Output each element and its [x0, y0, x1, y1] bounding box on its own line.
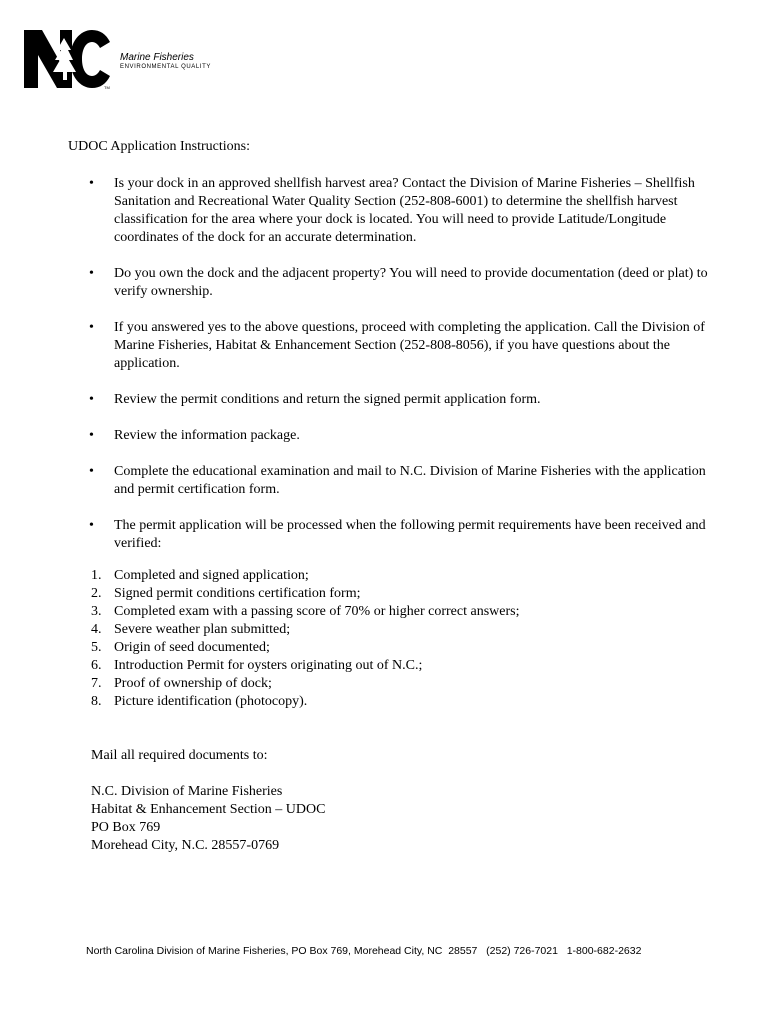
mail-heading: Mail all required documents to: [91, 748, 268, 763]
requirement-number: 7. [91, 676, 102, 691]
requirement-item [68, 621, 708, 639]
requirement-text: Picture identification (photocopy). [114, 694, 308, 709]
list-item [68, 175, 708, 247]
list-item [68, 427, 708, 445]
requirement-number: 3. [91, 604, 102, 619]
logo-text [120, 52, 211, 71]
list-item-text: The permit application will be processed when the following permit requirements have been received and verified: [114, 518, 706, 551]
mailing-address [91, 783, 708, 855]
page-footer: North Carolina Division of Marine Fisheries, PO Box 769, Morehead City, NC 28557 (252) 726-7021 1-800-682-2632 [86, 945, 642, 957]
page-title: UDOC Application Instructions: [68, 139, 250, 154]
requirement-item [68, 657, 708, 675]
list-item [68, 391, 708, 409]
list-item [68, 463, 708, 499]
address-line-1: N.C. Division of Marine Fisheries [91, 784, 283, 799]
list-item-text: If you answered yes to the above questions, proceed with completing the application. Call the Division of Marine Fisheries, Habitat & Enhancement Section (252-808-8056), if you have questions about the application. [114, 320, 705, 371]
requirement-text: Completed exam with a passing score of 70% or higher correct answers; [114, 604, 520, 619]
requirement-text: Introduction Permit for oysters originating out of N.C.; [114, 658, 423, 673]
list-item-text: Review the permit conditions and return the signed permit application form. [114, 392, 541, 407]
requirement-number: 5. [91, 640, 102, 655]
bullet-icon: • [89, 176, 94, 191]
list-item-text: Review the information package. [114, 428, 300, 443]
address-line-2: Habitat & Enhancement Section – UDOC [91, 802, 326, 817]
list-item [68, 319, 708, 373]
bullet-icon: • [89, 464, 94, 479]
requirement-number: 8. [91, 694, 102, 709]
requirement-text: Origin of seed documented; [114, 640, 270, 655]
list-item-text: Do you own the dock and the adjacent property? You will need to provide documentation (deed or plat) to verify ownership. [114, 266, 708, 299]
logo-line-1: Marine Fisheries [120, 52, 194, 63]
bullet-icon: • [89, 428, 94, 443]
requirement-item [68, 639, 708, 657]
list-item [68, 265, 708, 301]
requirement-number: 4. [91, 622, 102, 637]
requirement-item [68, 567, 708, 585]
list-item-text: Is your dock in an approved shellfish harvest area? Contact the Division of Marine Fisheries – Shellfish Sanitation and Recreational Water Quality Section (252-808-6001) to determine the shellfish harvest classification for the area where your dock is located. You will need to provide Latitude/Longitude coordinates of the dock for an accurate determination. [114, 176, 695, 245]
bullet-icon: • [89, 518, 94, 533]
list-item [68, 517, 708, 553]
logo-line-2: ENVIRONMENTAL QUALITY [120, 64, 211, 70]
requirement-number: 6. [91, 658, 102, 673]
requirement-item [68, 603, 708, 621]
bullet-icon: • [89, 392, 94, 407]
trademark-mark: TM [104, 85, 110, 90]
address-line-4: Morehead City, N.C. 28557-0769 [91, 838, 280, 853]
requirement-text: Signed permit conditions certification form; [114, 586, 361, 601]
document-body [68, 138, 708, 855]
requirements-list [68, 567, 708, 711]
bullet-icon: • [89, 320, 94, 335]
requirement-text: Proof of ownership of dock; [114, 676, 272, 691]
instruction-list [68, 175, 708, 553]
bullet-icon: • [89, 266, 94, 281]
requirement-text: Completed and signed application; [114, 568, 309, 583]
address-line-3: PO Box 769 [91, 820, 161, 835]
list-item-text: Complete the educational examination and mail to N.C. Division of Marine Fisheries with the application and permit certification form. [114, 464, 706, 497]
requirement-item [68, 675, 708, 693]
requirement-number: 1. [91, 568, 102, 583]
requirement-number: 2. [91, 586, 102, 601]
requirement-item [68, 585, 708, 603]
requirement-text: Severe weather plan submitted; [114, 622, 291, 637]
requirement-item [68, 693, 708, 711]
